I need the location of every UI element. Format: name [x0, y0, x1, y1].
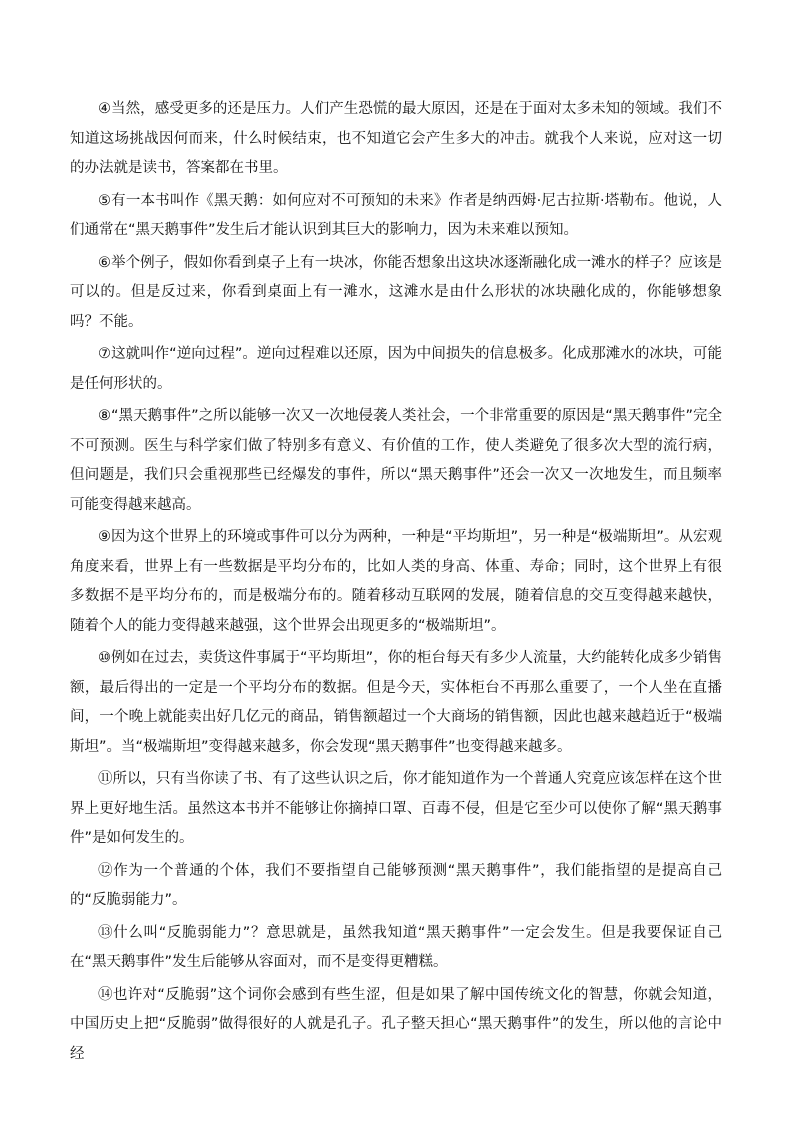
paragraph-5: ⑤有一本书叫作《黑天鹅：如何应对不可预知的未来》作者是纳西姆·尼古拉斯·塔勒布。他说，人们通常在“黑天鹅事件”发生后才能认识到其巨大的影响力，因为未来难以预知。: [70, 192, 722, 238]
paragraph-13: ⑬什么叫“反脆弱能力”？意思就是，虽然我知道“黑天鹅事件”一定会发生。但是我要保证自己在“黑天鹅事件”发生后能够从容面对，而不是变得更糟糕。: [70, 924, 722, 970]
paragraph-6: ⑥举个例子，假如你看到桌子上有一块冰，你能否想象出这块冰逐渐融化成一滩水的样子？应该是可以的。但是反过来，你看到桌面上有一滩水，这滩水是由什么形状的冰块融化成的，你能够想象吗？不能。: [70, 254, 722, 330]
paragraph-9: ⑨因为这个世界上的环境或事件可以分为两种，一种是“平均斯坦”，另一种是“极端斯坦”。从宏观角度来看，世界上有一些数据是平均分布的，比如人类的身高、体重、寿命；同时，这个世界上有很多数据不是平均分布的，而是极端分布的。随着移动互联网的发展，随着信息的交互变得越来越快，随着个人的能力变得越来越强，这个世界会出现更多的“极端斯坦”。: [70, 529, 722, 634]
paragraph-4: ④当然，感受更多的还是压力。人们产生恐慌的最大原因，还是在于面对太多未知的领域。我们不知道这场挑战因何而来，什么时候结束，也不知道它会产生多大的冲击。就我个人来说，应对这一切的办法就是读书，答案都在书里。: [70, 101, 722, 176]
paragraph-12: ⑫作为一个普通的个体，我们不要指望自己能够预测“黑天鹅事件”，我们能指望的是提高自己的“反脆弱能力”。: [70, 862, 722, 908]
paragraph-8: ⑧“黑天鹅事件”之所以能够一次又一次地侵袭人类社会，一个非常重要的原因是“黑天鹅事件”完全不可预测。医生与科学家们做了特别多有意义、有价值的工作，使人类避免了很多次大型的流行病，但问题是，我们只会重视那些已经爆发的事件，所以“黑天鹅事件”还会一次又一次地发生，而且频率可能变得越来越高。: [70, 408, 722, 513]
article-body: [70, 95, 722, 1072]
paragraph-10: ⑩例如在过去，卖货这件事属于“平均斯坦”，你的柜台每天有多少人流量，大约能转化成多少销售额，最后得出的一定是一个平均分布的数据。但是今天，实体柜台不再那么重要了，一个人坐在直播间，一个晚上就能卖出好几亿元的商品，销售额超过一个大商场的销售额，因此也越来越趋近于“极端斯坦”。当“极端斯坦”变得越来越多，你会发现“黑天鹅事件”也变得越来越多。: [70, 650, 722, 755]
paragraph-11: ⑪所以，只有当你读了书、有了这些认识之后，你才能知道作为一个普通人究竟应该怎样在这个世界上更好地生活。虽然这本书并不能够让你摘掉口罩、百毒不侵，但是它至少可以使你了解“黑天鹅事件”是如何发生的。: [70, 771, 722, 846]
paragraph-7: ⑦这就叫作“逆向过程”。逆向过程难以还原，因为中间损失的信息极多。化成那滩水的冰块，可能是任何形状的。: [70, 346, 722, 392]
paragraph-14: ⑭也许对“反脆弱”这个词你会感到有些生涩，但是如果了解中国传统文化的智慧，你就会知道，中国历史上把“反脆弱”做得很好的人就是孔子。孔子整天担心“黑天鹅事件”的发生，所以他的言论中经: [70, 986, 722, 1062]
